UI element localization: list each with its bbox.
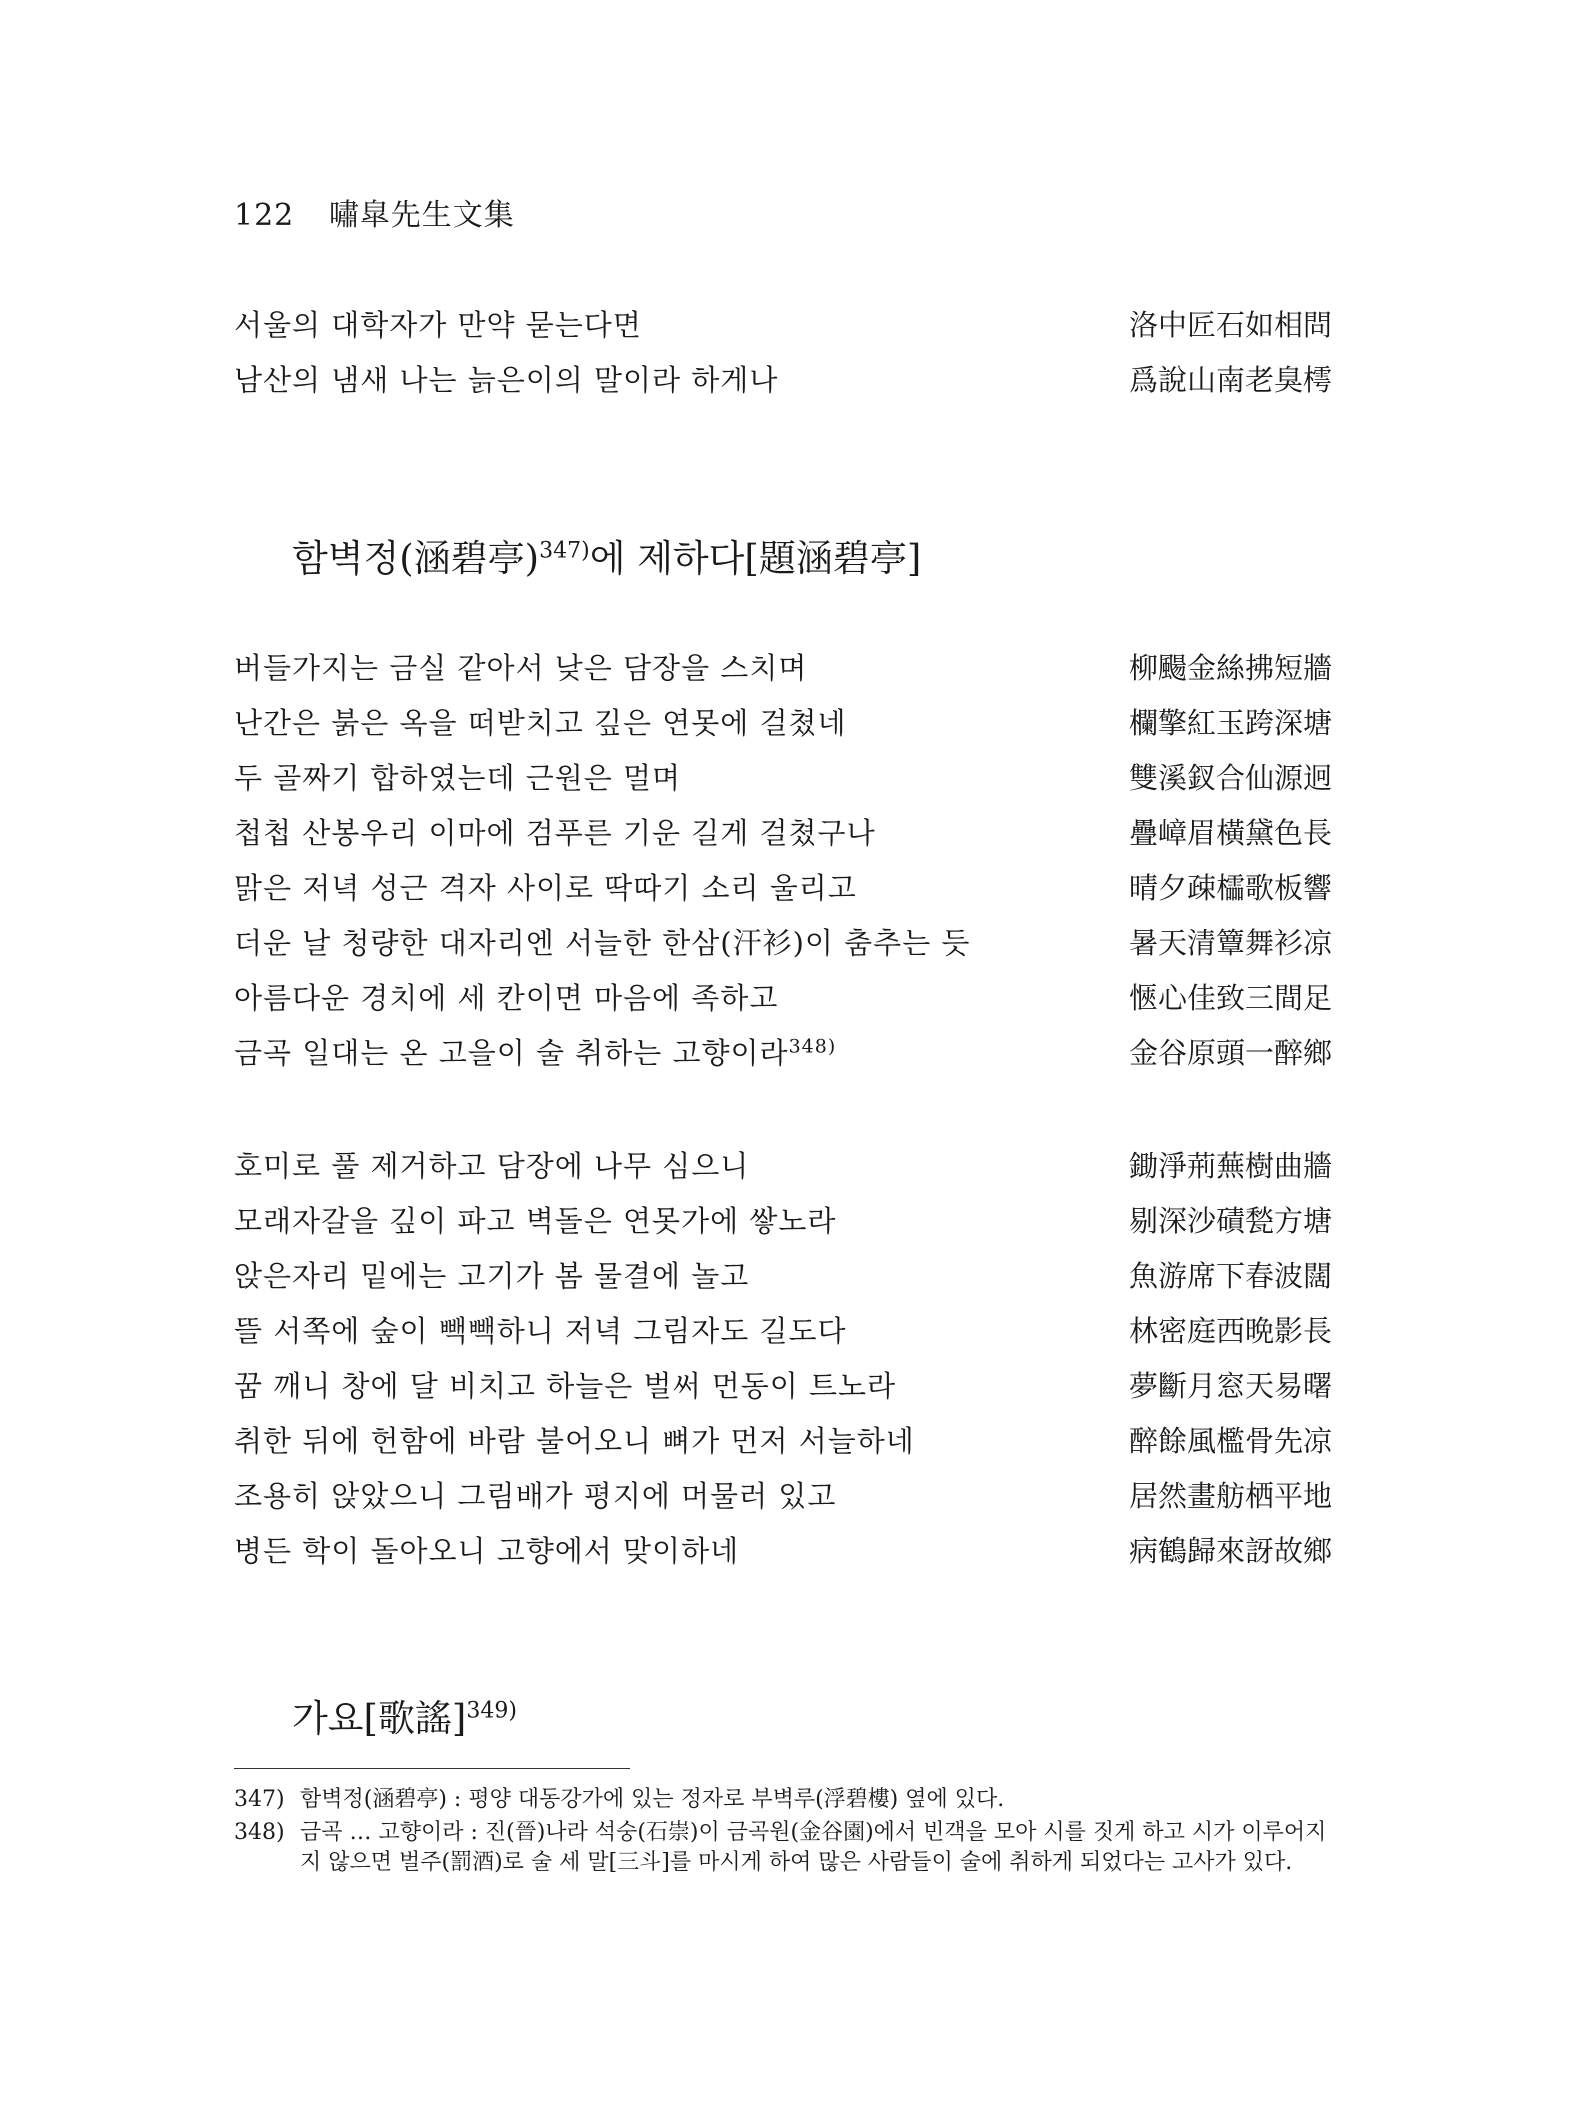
running-head bbox=[234, 190, 515, 234]
footnote-ref[interactable]: 347) bbox=[539, 538, 590, 564]
hanja-line: 晴夕疎櫺歌板響 bbox=[1128, 871, 1332, 905]
footnote-number: 348) bbox=[234, 1820, 285, 1845]
footnote-text: 금곡 … 고향이라 : 진(晉)나라 석숭(石崇)이 금곡원(金谷園)에서 빈객을 모아 시를 짓게 하고 시가 이루어지지 않으면 벌주(罰酒)로 술 세 말[三斗]를 마시게 하여 많은 사람들이 술에 취하게 되었다는 고사가 있다. bbox=[300, 1820, 1327, 1875]
footnote bbox=[234, 1818, 1332, 1878]
korean-line: 더운 날 청량한 대자리엔 서늘한 한삼(汗衫)이 춤추는 듯 bbox=[234, 926, 971, 960]
footnote-number: 347) bbox=[234, 1787, 285, 1812]
verse-line bbox=[234, 351, 1332, 406]
verse-line bbox=[234, 914, 1332, 969]
hanja-line: 魚游席下春波闊 bbox=[1128, 1259, 1332, 1293]
verse-line bbox=[234, 859, 1332, 914]
verse-line bbox=[234, 1247, 1332, 1302]
poem-stanza-2 bbox=[234, 1137, 1332, 1577]
korean-line: 첩첩 산봉우리 이마에 검푸른 기운 길게 걸쳤구나 bbox=[234, 816, 876, 850]
footnote-divider bbox=[234, 1768, 630, 1769]
korean-line: 버들가지는 금실 같아서 낮은 담장을 스치며 bbox=[234, 651, 808, 685]
verse-line bbox=[234, 639, 1332, 694]
hanja-line: 欄擎紅玉跨深塘 bbox=[1128, 706, 1332, 740]
verse-line bbox=[234, 1467, 1332, 1522]
footnote-ref[interactable]: 349) bbox=[466, 1698, 517, 1724]
hanja-line: 愜心佳致三間足 bbox=[1128, 981, 1332, 1015]
poem-title bbox=[292, 1688, 517, 1742]
verse-line bbox=[234, 1522, 1332, 1577]
verse-line bbox=[234, 804, 1332, 859]
poem-title-text: 가요[歌謠] bbox=[292, 1697, 467, 1740]
poem-title-suffix: 에 제하다[題涵碧亭] bbox=[589, 537, 922, 580]
verse-continuation bbox=[234, 296, 1332, 406]
korean-line: 모래자갈을 깊이 파고 벽돌은 연못가에 쌓노라 bbox=[234, 1204, 837, 1238]
hanja-line: 剔深沙磧甃方塘 bbox=[1128, 1204, 1332, 1238]
hanja-line: 洛中匠石如相問 bbox=[1128, 308, 1332, 342]
korean-line-text: 금곡 일대는 온 고을이 술 취하는 고향이라 bbox=[234, 1036, 789, 1070]
hanja-line: 爲說山南老臭樗 bbox=[1128, 363, 1332, 397]
korean-line: 남산의 냄새 나는 늙은이의 말이라 하게나 bbox=[234, 363, 779, 397]
poem-title bbox=[292, 528, 921, 582]
hanja-line: 暑天清簟舞衫凉 bbox=[1128, 926, 1332, 960]
korean-line: 아름다운 경치에 세 칸이면 마음에 족하고 bbox=[234, 981, 779, 1015]
hanja-line: 鋤淨荊蕪樹曲牆 bbox=[1128, 1149, 1332, 1183]
korean-line: 조용히 앉았으니 그림배가 평지에 머물러 있고 bbox=[234, 1479, 837, 1513]
verse-line bbox=[234, 1412, 1332, 1467]
korean-line: 맑은 저녁 성근 격자 사이로 딱따기 소리 울리고 bbox=[234, 871, 857, 905]
footnotes bbox=[234, 1785, 1332, 1881]
korean-line: 서울의 대학자가 만약 묻는다면 bbox=[234, 308, 642, 342]
verse-line bbox=[234, 969, 1332, 1024]
hanja-line: 雙溪釵合仙源迥 bbox=[1128, 761, 1332, 795]
hanja-line: 夢斷月窓天易曙 bbox=[1128, 1369, 1332, 1403]
footnote-text: 함벽정(涵碧亭) : 평양 대동강가에 있는 정자로 부벽루(浮碧樓) 옆에 있다. bbox=[300, 1787, 1005, 1812]
korean-line bbox=[234, 1031, 836, 1072]
poem-stanza-1 bbox=[234, 639, 1332, 1079]
korean-line: 두 골짜기 합하였는데 근원은 멀며 bbox=[234, 761, 682, 795]
verse-line bbox=[234, 749, 1332, 804]
footnote bbox=[234, 1785, 1332, 1815]
korean-line: 뜰 서쪽에 숲이 빽빽하니 저녁 그림자도 길도다 bbox=[234, 1314, 847, 1348]
korean-line: 난간은 붉은 옥을 떠받치고 깊은 연못에 걸쳤네 bbox=[234, 706, 847, 740]
hanja-line: 居然畫舫栖平地 bbox=[1128, 1479, 1332, 1513]
verse-line bbox=[234, 296, 1332, 351]
verse-line bbox=[234, 1357, 1332, 1412]
footnote-ref[interactable]: 348) bbox=[788, 1035, 837, 1058]
verse-line bbox=[234, 1192, 1332, 1247]
hanja-line: 林密庭西晩影長 bbox=[1128, 1314, 1332, 1348]
hanja-line: 病鶴歸來訝故鄉 bbox=[1128, 1534, 1332, 1568]
hanja-line: 醉餘風檻骨先凉 bbox=[1128, 1424, 1332, 1458]
korean-line: 호미로 풀 제거하고 담장에 나무 심으니 bbox=[234, 1149, 750, 1183]
korean-line: 앉은자리 밑에는 고기가 봄 물결에 놀고 bbox=[234, 1259, 750, 1293]
korean-line: 취한 뒤에 헌함에 바람 불어오니 뼈가 먼저 서늘하네 bbox=[234, 1424, 915, 1458]
hanja-line: 疊嶂眉橫黛色長 bbox=[1128, 816, 1332, 850]
hanja-line: 金谷原頭一醉鄉 bbox=[1128, 1036, 1332, 1070]
verse-line bbox=[234, 1024, 1332, 1079]
page-number: 122 bbox=[234, 198, 295, 233]
book-title: 嘯皐先生文集 bbox=[328, 198, 515, 233]
poem-title-text: 함벽정(涵碧亭) bbox=[292, 537, 540, 580]
korean-line: 병든 학이 돌아오니 고향에서 맞이하네 bbox=[234, 1534, 740, 1568]
verse-line bbox=[234, 1137, 1332, 1192]
verse-line bbox=[234, 1302, 1332, 1357]
hanja-line: 柳颺金絲拂短牆 bbox=[1128, 651, 1332, 685]
korean-line: 꿈 깨니 창에 달 비치고 하늘은 벌써 먼동이 트노라 bbox=[234, 1369, 897, 1403]
verse-line bbox=[234, 694, 1332, 749]
